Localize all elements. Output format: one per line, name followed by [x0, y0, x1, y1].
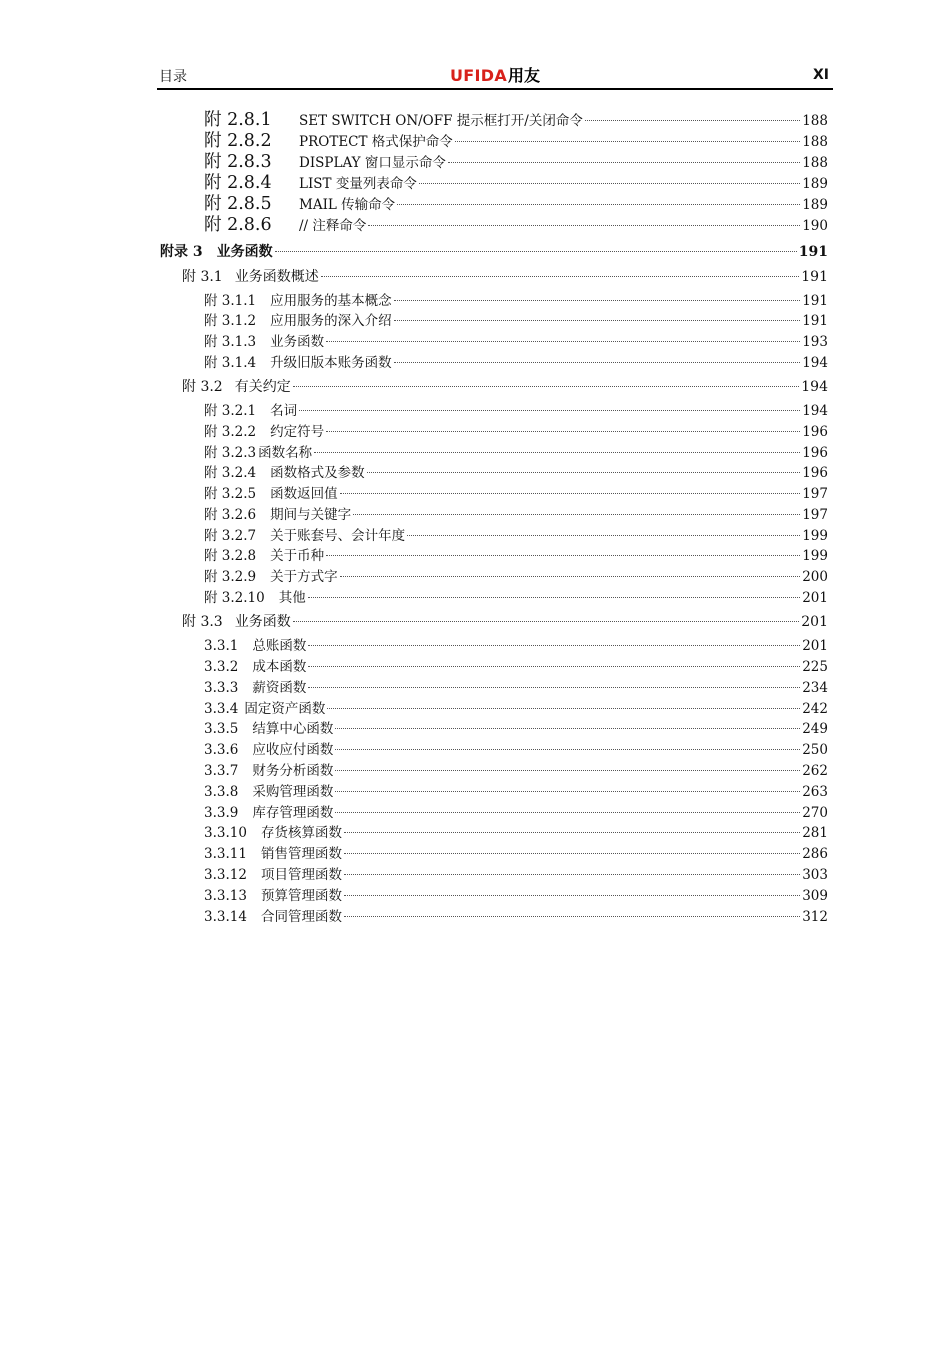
toc-page: 250	[802, 742, 828, 758]
toc-title: 应用服务的基本概念	[270, 293, 392, 309]
toc-page: 309	[802, 888, 828, 904]
toc-number: 附 3.2.9	[204, 569, 257, 585]
toc-number: 3.3.11	[204, 846, 247, 862]
leader-dots	[308, 645, 800, 646]
toc-title: // 注释命令	[299, 218, 367, 234]
toc-title: 关于方式字	[270, 569, 338, 585]
toc-entry[interactable]	[204, 422, 828, 442]
toc-number: 3.3.4	[204, 701, 239, 717]
toc-page: 190	[802, 218, 828, 234]
toc-number: 3.3.7	[204, 763, 239, 779]
toc-entry[interactable]	[204, 782, 828, 802]
leader-dots	[394, 320, 801, 321]
toc-title: 项目管理函数	[260, 867, 342, 883]
toc-title: 成本函数	[252, 659, 307, 675]
toc-number: 附 3.3	[182, 614, 223, 630]
toc-number: 3.3.12	[204, 867, 247, 883]
leader-dots	[344, 874, 800, 875]
toc-number: 附 2.8.6	[204, 215, 272, 235]
leader-dots	[335, 791, 800, 792]
toc-title: 库存管理函数	[252, 805, 334, 821]
toc-page: 196	[802, 424, 828, 440]
toc-section-entry[interactable]	[182, 612, 828, 632]
leader-dots	[326, 341, 800, 342]
toc-title: DISPLAY 窗口显示命令	[299, 155, 446, 171]
leader-dots	[308, 666, 800, 667]
toc-number: 附 3.2.2	[204, 424, 257, 440]
toc-number: 附 3.1.1	[204, 293, 257, 309]
toc-title: 其他	[278, 590, 306, 606]
toc-entry[interactable]	[204, 761, 828, 781]
toc-page: 188	[802, 155, 828, 171]
toc-page: 201	[801, 614, 828, 630]
toc-number: 3.3.9	[204, 805, 239, 821]
leader-dots	[335, 749, 800, 750]
toc-number: 附 3.2.3	[204, 445, 257, 461]
toc-number: 附 2.8.2	[204, 131, 272, 151]
toc-number: 附 3.2.7	[204, 528, 257, 544]
toc-number: 3.3.8	[204, 784, 239, 800]
toc-title: 采购管理函数	[252, 784, 334, 800]
toc-number: 3.3.2	[204, 659, 239, 675]
brand-name-cn: 用友	[508, 66, 541, 85]
toc-page: 225	[802, 659, 828, 675]
toc-title: 约定符号	[270, 424, 325, 440]
leader-dots	[394, 362, 801, 363]
leader-dots	[585, 120, 800, 121]
leader-dots	[344, 832, 800, 833]
toc-entry[interactable]	[204, 194, 828, 214]
leader-dots	[344, 916, 800, 917]
leader-dots	[308, 597, 800, 598]
leader-dots	[321, 276, 800, 277]
toc-title: 结算中心函数	[252, 721, 334, 737]
toc-page: 194	[801, 379, 828, 395]
toc-title: 函数格式及参数	[270, 465, 365, 481]
toc-entry[interactable]	[204, 636, 828, 656]
leader-dots	[419, 183, 800, 184]
toc-title: 应用服务的深入介绍	[270, 313, 392, 329]
toc-number: 附 2.8.5	[204, 194, 272, 214]
toc-title: 销售管理函数	[260, 846, 342, 862]
toc-page: 234	[802, 680, 828, 696]
toc-title: 业务函数概述	[234, 269, 319, 285]
toc-page: 199	[802, 548, 828, 564]
toc-page: 196	[802, 445, 828, 461]
toc-title: LIST 变量列表命令	[299, 176, 417, 192]
toc-page: 286	[802, 846, 828, 862]
toc-number: 附 3.2.4	[204, 465, 257, 481]
toc-entry[interactable]	[204, 332, 828, 352]
toc-entry[interactable]	[204, 173, 828, 193]
toc-entry[interactable]	[204, 291, 828, 311]
toc-title: SET SWITCH ON/OFF 提示框打开/关闭命令	[299, 113, 583, 129]
toc-number: 附 3.2	[182, 379, 223, 395]
toc-page: 281	[802, 825, 828, 841]
toc-section-entry[interactable]	[182, 377, 828, 397]
toc-page: 263	[802, 784, 828, 800]
toc-number: 附 3.2.5	[204, 486, 257, 502]
toc-number: 3.3.1	[204, 638, 239, 654]
leader-dots	[367, 472, 801, 473]
toc-entry[interactable]	[204, 546, 828, 566]
toc-number: 附 2.8.4	[204, 173, 272, 193]
toc-section-entry[interactable]	[182, 267, 828, 287]
toc-entry[interactable]	[204, 505, 828, 525]
leader-dots	[344, 853, 800, 854]
leader-dots	[326, 555, 800, 556]
leader-dots	[455, 141, 800, 142]
toc-entry[interactable]	[204, 699, 828, 719]
toc-page: 249	[802, 721, 828, 737]
toc-page: 199	[802, 528, 828, 544]
toc-page: 197	[802, 507, 828, 523]
toc-page: 312	[802, 909, 828, 925]
toc-entry[interactable]	[204, 215, 828, 235]
toc-number: 3.3.5	[204, 721, 239, 737]
toc-entry[interactable]	[204, 803, 828, 823]
toc-page: 194	[802, 355, 828, 371]
toc-number: 附 2.8.1	[204, 110, 272, 130]
leader-dots	[314, 452, 800, 453]
toc-number: 附 3.1.4	[204, 355, 257, 371]
leader-dots	[335, 770, 800, 771]
page-number: XI	[812, 67, 829, 83]
toc-title: 升级旧版本账务函数	[270, 355, 392, 371]
brand-logo	[157, 63, 833, 86]
toc-title: 业务函数	[216, 244, 273, 260]
toc-title: PROTECT 格式保护命令	[299, 134, 453, 150]
toc-number: 3.3.3	[204, 680, 239, 696]
toc-title: 函数名称	[258, 445, 313, 461]
toc-entry[interactable]	[204, 678, 828, 698]
toc-entry[interactable]	[204, 311, 828, 331]
leader-dots	[340, 493, 801, 494]
toc-page: 194	[802, 403, 828, 419]
toc-page: 270	[802, 805, 828, 821]
toc-page: 189	[802, 176, 828, 192]
toc-title: 固定资产函数	[244, 701, 326, 717]
brand-name: UFIDA	[449, 66, 508, 85]
toc-number: 3.3.6	[204, 742, 239, 758]
toc-entry[interactable]	[204, 886, 828, 906]
toc-entry[interactable]	[204, 110, 828, 130]
toc-page: 303	[802, 867, 828, 883]
toc-number: 附 2.8.3	[204, 152, 272, 172]
toc-number: 附 3.2.1	[204, 403, 257, 419]
toc-entry[interactable]	[204, 131, 828, 151]
leader-dots	[397, 204, 800, 205]
toc-title: 存货核算函数	[260, 825, 342, 841]
toc-title: 有关约定	[234, 379, 291, 395]
toc-title: 函数返回值	[270, 486, 338, 502]
toc-entry[interactable]	[204, 588, 828, 608]
toc-number: 附录 3	[160, 244, 203, 260]
toc-title: 财务分析函数	[252, 763, 334, 779]
toc-page: 197	[802, 486, 828, 502]
toc-title: 应收应付函数	[252, 742, 334, 758]
leader-dots	[407, 535, 800, 536]
leader-dots	[308, 687, 800, 688]
toc-entry[interactable]	[204, 526, 828, 546]
toc-title: 业务函数	[234, 614, 291, 630]
toc-page: 242	[802, 701, 828, 717]
toc-page: 191	[798, 244, 828, 260]
toc-entry[interactable]	[204, 823, 828, 843]
leader-dots	[293, 621, 800, 622]
toc-page: 201	[802, 638, 828, 654]
leader-dots	[394, 300, 801, 301]
leader-dots	[344, 895, 800, 896]
toc-number: 附 3.1	[182, 269, 223, 285]
toc-page: 188	[802, 113, 828, 129]
leader-dots	[368, 225, 800, 226]
toc-title: 预算管理函数	[260, 888, 342, 904]
toc-page: 196	[802, 465, 828, 481]
toc-page: 193	[802, 334, 828, 350]
toc-title: 期间与关键字	[270, 507, 352, 523]
toc-chapter-entry[interactable]	[160, 242, 828, 262]
toc-page: 191	[801, 269, 828, 285]
toc-title: 名词	[270, 403, 298, 419]
toc-entry[interactable]	[204, 865, 828, 885]
toc-number: 3.3.13	[204, 888, 247, 904]
leader-dots	[448, 162, 800, 163]
toc-page: 200	[802, 569, 828, 585]
toc-entry[interactable]	[204, 740, 828, 760]
leader-dots	[335, 728, 800, 729]
leader-dots	[327, 708, 800, 709]
leader-dots	[293, 386, 800, 387]
section-label: 目录	[159, 69, 187, 85]
toc-entry[interactable]	[204, 463, 828, 483]
toc-entry[interactable]	[204, 484, 828, 504]
toc-title: MAIL 传输命令	[299, 197, 396, 213]
toc-entry[interactable]	[204, 567, 828, 587]
toc-page: 189	[802, 197, 828, 213]
toc-number: 附 3.1.2	[204, 313, 257, 329]
toc-number: 附 3.1.3	[204, 334, 257, 350]
toc-entry[interactable]	[204, 443, 828, 463]
toc-entry[interactable]	[204, 401, 828, 421]
toc-page: 191	[802, 313, 828, 329]
toc-title: 薪资函数	[252, 680, 307, 696]
toc-page: 201	[802, 590, 828, 606]
toc-number: 附 3.2.8	[204, 548, 257, 564]
leader-dots	[275, 251, 797, 252]
toc-title: 关于账套号、会计年度	[270, 528, 406, 544]
toc-entry[interactable]	[204, 152, 828, 172]
toc-number: 3.3.14	[204, 909, 247, 925]
toc-number: 附 3.2.10	[204, 590, 265, 606]
toc-title: 关于币种	[270, 548, 325, 564]
toc-title: 总账函数	[252, 638, 307, 654]
toc-title: 合同管理函数	[260, 909, 342, 925]
leader-dots	[335, 812, 800, 813]
toc-number: 3.3.10	[204, 825, 247, 841]
toc-entry[interactable]	[204, 844, 828, 864]
leader-dots	[340, 576, 801, 577]
toc-entry[interactable]	[204, 657, 828, 677]
toc-entry[interactable]	[204, 353, 828, 373]
page-header	[157, 62, 833, 90]
toc-number: 附 3.2.6	[204, 507, 257, 523]
toc-page: 262	[802, 763, 828, 779]
toc-title: 业务函数	[270, 334, 325, 350]
toc-entry[interactable]	[204, 907, 828, 927]
toc-page: 188	[802, 134, 828, 150]
leader-dots	[326, 431, 800, 432]
toc-page: 191	[802, 293, 828, 309]
leader-dots	[299, 410, 800, 411]
toc-entry[interactable]	[204, 719, 828, 739]
leader-dots	[353, 514, 800, 515]
